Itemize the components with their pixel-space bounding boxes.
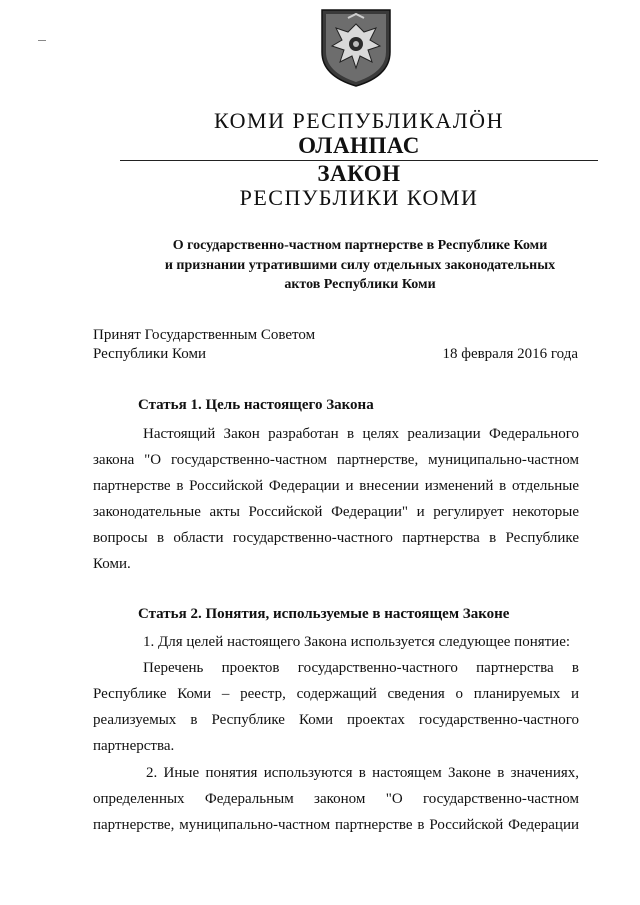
scan-mark — [38, 40, 46, 41]
law-title — [100, 236, 620, 295]
article-2-heading: Статья 2. Понятия, используемые в настоящем Законе — [138, 606, 510, 622]
article-1-text: Настоящий Закон разработан в целях реализации Федерального закона "О государственно-частном партнерстве, муниципально-частном партнерстве в Российской Федерации и внесении изменений в отдельные законодательные акты Российской Федерации" и регулирует некоторые вопросы в области государственно-частного партнерства в Республике Коми. — [93, 426, 579, 572]
article-1-heading: Статья 1. Цель настоящего Закона — [138, 397, 374, 413]
article-2-paragraph-1: 1. Для целей настоящего Закона используется следующее понятие: — [143, 634, 571, 650]
adoption-line: Республики Коми — [93, 346, 206, 362]
law-title-line: и признании утратившими силу отдельных законодательных — [164, 257, 556, 273]
header-komi-republic: КОМИ РЕСПУБЛИКАЛÖН — [214, 108, 504, 133]
law-title-line: актов Республики Коми — [284, 277, 436, 292]
law-title-line: О государственно-частном партнерстве в Республике Коми — [172, 238, 548, 253]
adoption-body — [93, 326, 315, 364]
adoption-date: 18 февраля 2016 года — [442, 346, 578, 362]
header-republic: РЕСПУБЛИКИ КОМИ — [239, 185, 479, 210]
header-law: ЗАКОН — [317, 161, 401, 186]
article-2-paragraph-2: 2. Иные понятия используются в настоящем Законе в значениях, определенных Федеральным законом "О государственно-частном партнерстве, муниципально-частном партнерстве в Российской Федерации — [93, 765, 579, 833]
article-2-definition: Перечень проектов государственно-частного партнерства в Республике Коми – реестр, содержащий сведения о планируемых и реализуемых в Республике Коми проектах государственно-частного партнерства. — [93, 660, 579, 754]
header-komi-law: ОЛАНПАС — [298, 133, 420, 158]
adoption-line: Принят Государственным Советом — [93, 327, 316, 343]
coat-of-arms-icon — [318, 6, 394, 88]
